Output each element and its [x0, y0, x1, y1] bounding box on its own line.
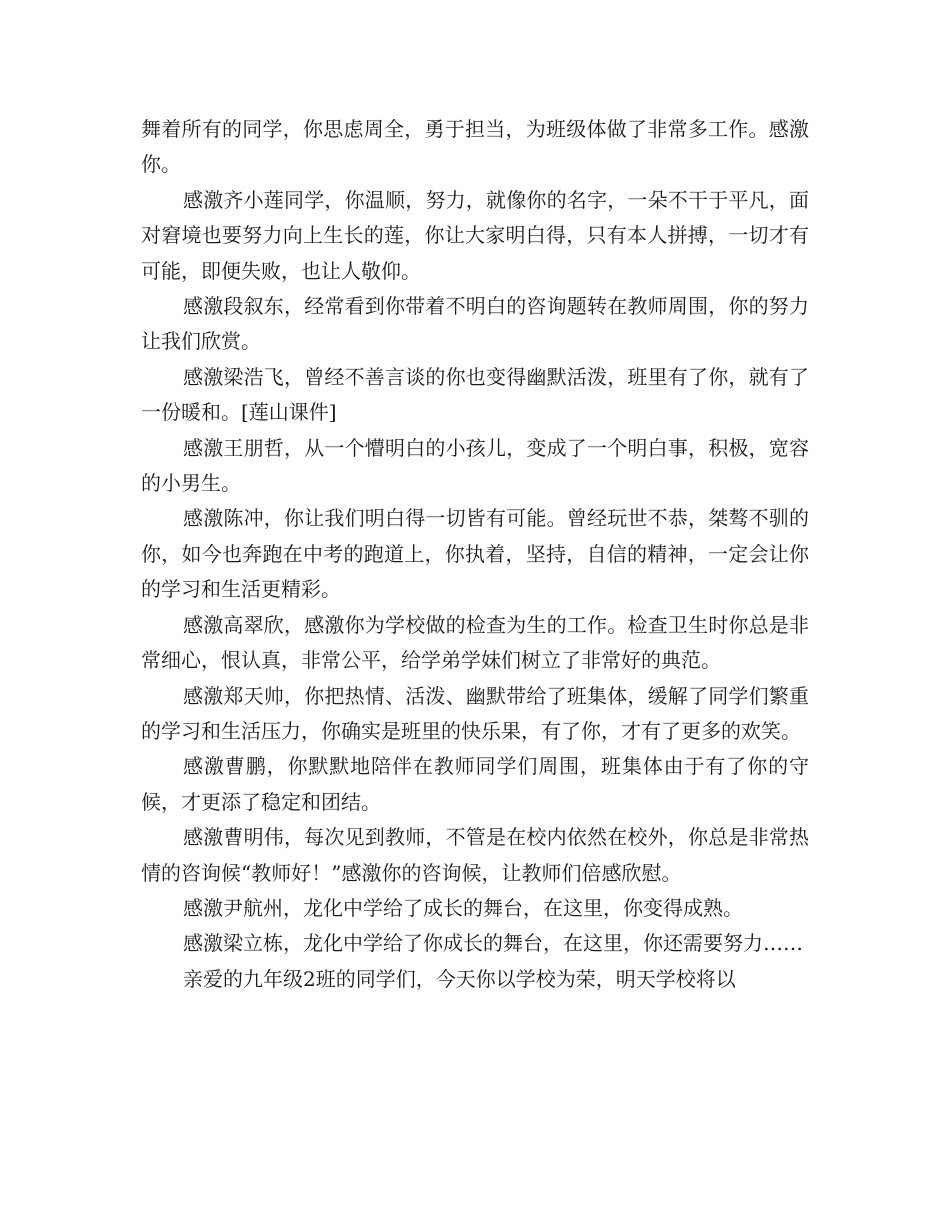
paragraph: 感激曹鹏，你默默地陪伴在教师同学们周围，班集体由于有了你的守候，才更添了稳定和团结。 [141, 754, 809, 814]
paragraph: 舞着所有的同学，你思虑周全，勇于担当，为班级体做了非常多工作。感激你。 [141, 117, 809, 177]
paragraph: 感激段叙东，经常看到你带着不明白的咨询题转在教师周围，你的努力让我们欣赏。 [141, 294, 809, 354]
paragraph: 感激曹明伟，每次见到教师，不管是在校内依然在校外，你总是非常热情的咨询候“教师好！”感激你的咨询候，让教师们倍感欣慰。 [141, 825, 809, 885]
paragraph: 感激梁立栋，龙化中学给了你成长的舞台，在这里，你还需要努力…… [183, 931, 803, 956]
paragraph: 感激郑天帅，你把热情、活泼、幽默带给了班集体，缓解了同学们繁重的学习和生活压力，你确实是班里的快乐果，有了你，才有了更多的欢笑。 [141, 683, 809, 743]
document-body [141, 112, 809, 997]
paragraph: 感激王朋哲，从一个懵明白的小孩儿，变成了一个明白事，积极，宽容的小男生。 [141, 435, 809, 496]
paragraph: 感激高翠欣，感激你为学校做的检查为生的工作。检查卫生时你总是非常细心，恨认真，非常公平，给学弟学妹们树立了非常好的典范。 [141, 612, 809, 673]
paragraph: 感激陈冲，你让我们明白得一切皆有可能。曾经玩世不恭，桀骜不驯的你，如今也奔跑在中考的跑道上，你执着，坚持，自信的精神，一定会让你的学习和生活更精彩。 [141, 506, 809, 602]
paragraph: 感激齐小莲同学，你温顺，努力，就像你的名字，一朵不干于平凡，面对窘境也要努力向上生长的莲，你让大家明白得，只有本人拼搏，一切才有可能，即便失败，也让人敬仰。 [141, 187, 809, 283]
paragraph: 亲爱的九年级2班的同学们，今天你以学校为荣，明天学校将以 [183, 966, 736, 991]
paragraph: 感激梁浩飞，曾经不善言谈的你也变得幽默活泼，班里有了你，就有了一份暖和。[莲山课件] [141, 364, 809, 425]
paragraph: 感激尹航州，龙化中学给了成长的舞台，在这里，你变得成熟。 [183, 895, 743, 920]
